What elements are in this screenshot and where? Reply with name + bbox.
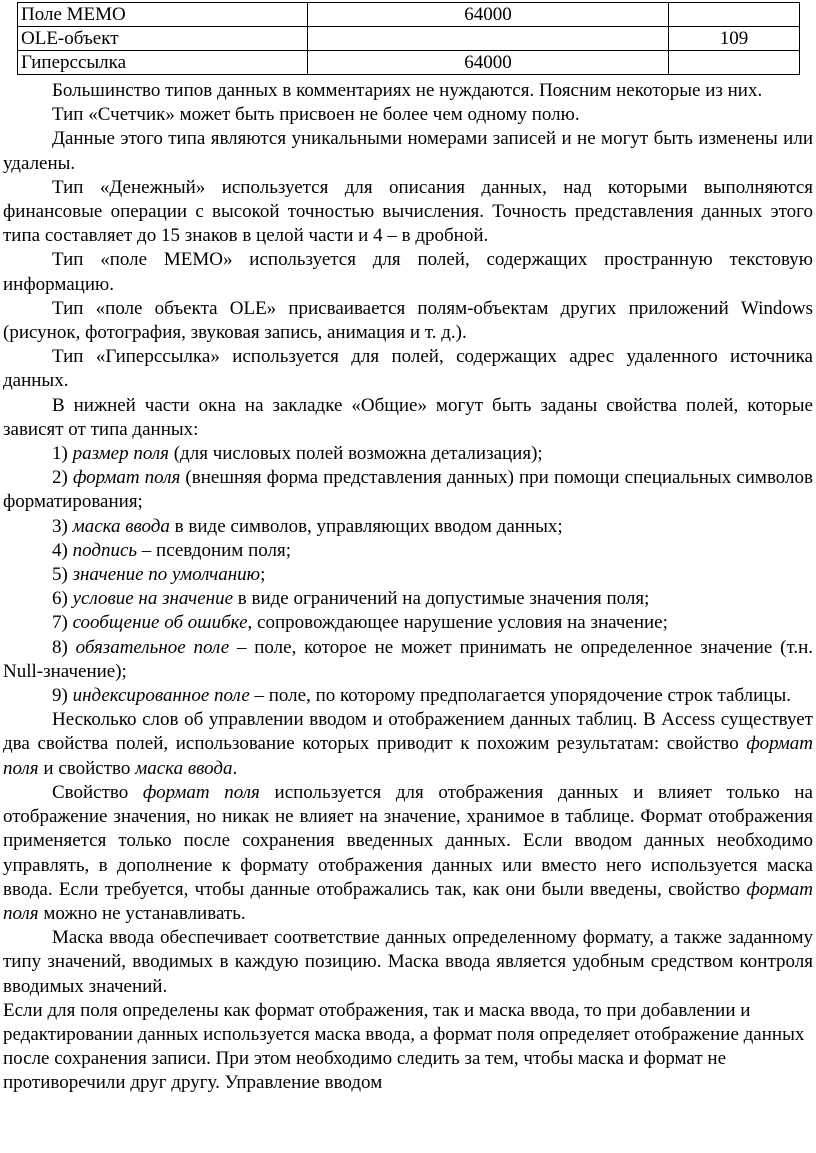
item-text: – поле, которое не может принимать не определенное значение (т.н. Null-значение); — [3, 636, 814, 682]
item-number: 9) — [52, 685, 68, 707]
item-text: (внешняя форма представления данных) при помощи специальных символов форматирования; — [3, 467, 813, 513]
extra-cell — [669, 51, 800, 75]
list-item — [3, 563, 813, 587]
item-number: 2) — [52, 467, 68, 489]
type-cell: OLE-объект — [18, 27, 308, 51]
data-types-table — [17, 2, 800, 75]
item-text: – поле, по которому предполагается упорядочение строк таблицы. — [249, 685, 791, 707]
list-item — [3, 611, 813, 635]
item-number: 7) — [52, 612, 68, 634]
paragraph — [3, 781, 813, 926]
list-item — [3, 442, 813, 466]
text-run: Несколько слов об управлении вводом и отображением данных таблиц. В Access существует два свойства полей, использование которых приводит к похожим результатам: свойство — [3, 709, 813, 755]
table-row — [18, 3, 800, 27]
item-text: , сопровождающее нарушение условия на значение; — [247, 612, 668, 634]
list-item — [3, 587, 813, 611]
italic-term: формат поля — [3, 733, 813, 779]
type-cell: Гиперссылка — [18, 51, 308, 75]
paragraph: В нижней части окна на закладке «Общие» могут быть заданы свойства полей, которые зависят от типа данных: — [3, 394, 813, 440]
body-text — [3, 79, 813, 1096]
italic-term: формат поля — [142, 781, 260, 803]
paragraph: Тип «Гиперссылка» используется для полей, содержащих адрес удаленного источника данных. — [3, 346, 813, 392]
paragraph: Тип «Счетчик» может быть присвоен не более чем одному полю. — [52, 104, 580, 126]
italic-term: формат поля — [3, 878, 813, 924]
type-cell: Поле МЕМО — [18, 3, 308, 27]
paragraph: Если для поля определены как формат отображения, так и маска ввода, то при добавлении и редактировании данных используется маска ввода, а формат поля определяет отображение данных после сохранения записи. При этом необходимо следить за тем, чтобы маска и формат не противоречили друг другу. Управление вводом — [3, 999, 805, 1094]
item-term: формат поля — [72, 467, 181, 489]
size-cell — [308, 27, 669, 51]
text-run: и свойство — [38, 757, 136, 779]
italic-term: маска ввода — [135, 757, 233, 779]
item-term: размер поля — [72, 443, 169, 465]
text-run: . — [232, 757, 238, 779]
item-number: 8) — [52, 636, 68, 658]
paragraph: Тип «поле МЕМО» используется для полей, содержащих пространную текстовую информацию. — [3, 249, 813, 295]
item-term: значение по умолчанию — [72, 564, 261, 586]
table-row — [18, 51, 800, 75]
extra-cell: 109 — [669, 27, 800, 51]
paragraph: Данные этого типа являются уникальными номерами записей и не могут быть изменены или удалены. — [3, 128, 813, 174]
item-number: 1) — [52, 443, 68, 465]
item-text: – псевдоним поля; — [137, 539, 291, 561]
item-text: ; — [260, 564, 266, 586]
item-term: индексированное поле — [72, 685, 250, 707]
item-number: 4) — [52, 539, 68, 561]
item-text: в виде символов, управляющих вводом данных; — [169, 515, 563, 537]
item-term: маска ввода — [72, 515, 170, 537]
extra-cell — [669, 3, 800, 27]
paragraph — [3, 708, 813, 781]
size-cell: 64000 — [308, 3, 669, 27]
item-number: 6) — [52, 588, 68, 610]
item-text: (для числовых полей возможна детализация); — [168, 443, 543, 465]
text-run: используется для отображения данных и влияет только на отображение значения, но никак не влияет на значение, хранимое в таблице. Формат отображения применяется только после сохранения введенных данных. Если вводом данных необходимо управлять, в дополнение к формату отображения данных или вместо него используется маска ввода. Если требуется, чтобы данные отображались так, как они были введены, свойство — [3, 781, 813, 900]
item-number: 3) — [52, 515, 68, 537]
item-term: условие на значение — [72, 588, 234, 610]
paragraph: Большинство типов данных в комментариях не нуждаются. Поясним некоторые из них. — [52, 80, 763, 101]
list-item — [3, 636, 813, 684]
list-item — [3, 539, 813, 563]
table-row — [18, 27, 800, 51]
item-term: обязательное поле — [75, 636, 230, 658]
paragraph: Маска ввода обеспечивает соответствие данных определенному формату, а также заданному типу значений, вводимых в каждую позицию. Маска ввода является удобным средством контроля вводимых значений. — [3, 927, 813, 997]
item-term: сообщение об ошибке — [72, 612, 248, 634]
size-cell: 64000 — [308, 51, 669, 75]
list-item — [3, 466, 813, 514]
list-item — [3, 515, 813, 539]
paragraph: Тип «поле объекта OLE» присваивается полям-объектам других приложений Windows (рисунок, фотография, звуковая запись, анимация и т. д.). — [3, 297, 813, 344]
text-run: Свойство — [52, 781, 143, 803]
item-term: подпись — [72, 539, 138, 561]
text-run: можно не устанавливать. — [38, 902, 246, 924]
item-text: в виде ограничений на допустимые значения поля; — [233, 588, 650, 610]
item-number: 5) — [52, 564, 68, 586]
list-item — [3, 684, 813, 708]
paragraph: Тип «Денежный» используется для описания данных, над которыми выполняются финансовые операции с высокой точностью вычисления. Точность представления данных этого типа составляет до 15 знаков в целой части и 4 – в дробной. — [3, 176, 813, 247]
